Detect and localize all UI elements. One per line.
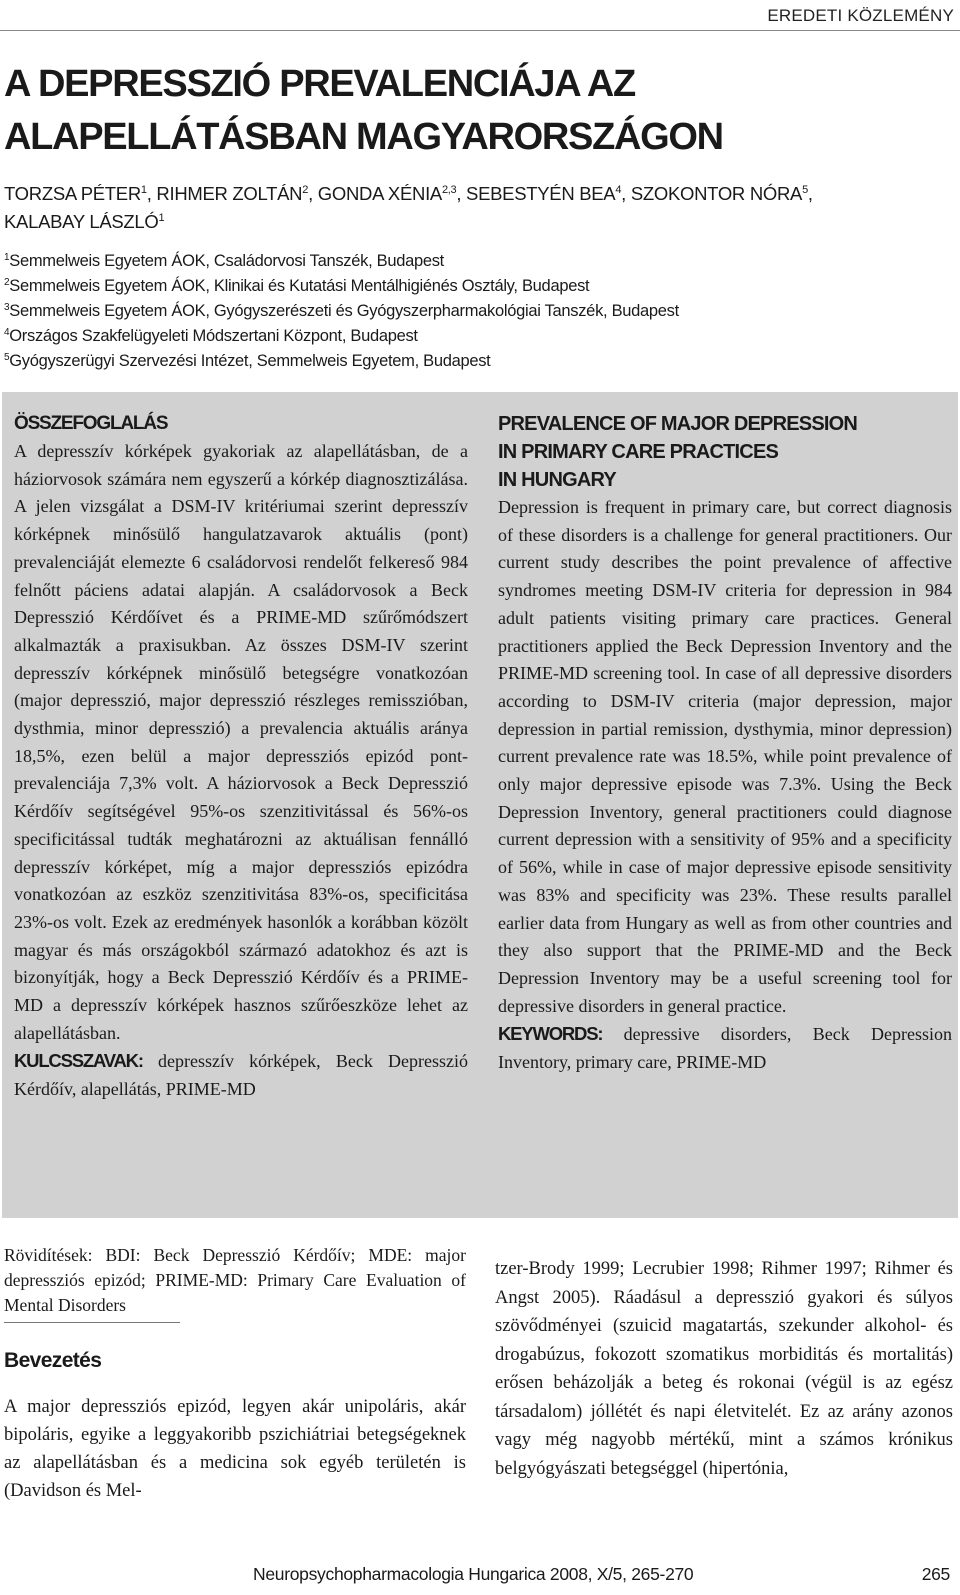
- abstract-heading-hu: ÖSSZEFOGLALÁS: [14, 413, 168, 434]
- body-column-right: [495, 1255, 953, 1483]
- page-number: 265: [921, 1564, 950, 1584]
- affiliation-item: [4, 249, 949, 274]
- abstract-box: [2, 392, 958, 1218]
- title-line-2: ALAPELLÁTÁSBAN MAGYARORSZÁGON: [4, 116, 723, 158]
- keywords-label-en: KEYWORDS:: [498, 1023, 603, 1045]
- author-name: SZOKONTOR NÓRA: [630, 183, 803, 204]
- author-separator: ,: [456, 183, 467, 204]
- affiliation-text: Gyógyszerügyi Szervezési Intézet, Semmelweis Egyetem, Budapest: [9, 352, 491, 370]
- keywords-hu: [14, 1047, 468, 1103]
- title-line-1: A DEPRESSZIÓ PREVALENCIÁJA AZ: [4, 63, 635, 105]
- affiliation-number: 4: [4, 327, 10, 338]
- affiliation-text: Semmelweis Egyetem ÁOK, Gyógyszerészeti és Gyógyszerpharmakológiai Tanszék, Budapest: [9, 302, 679, 320]
- keywords-en: [498, 1020, 952, 1076]
- author-separator: ,: [146, 183, 157, 204]
- author-name: RIHMER ZOLTÁN: [156, 183, 303, 204]
- keywords-label-hu: KULCSSZAVAK:: [14, 1050, 143, 1072]
- affiliation-number: 5: [4, 352, 10, 363]
- introduction-paragraph: A major depressziós epizód, legyen akár unipoláris, akár bipoláris, egyike a leggyakoribb pszichiátriai betegségeknek az alapellátásban és a medicina sok egyéb területén is (Davidson és Mel-: [4, 1397, 466, 1501]
- author-affiliation-number: 2,3: [441, 184, 457, 196]
- author-affiliation-number: 5: [802, 184, 808, 196]
- author-name: GONDA XÉNIA: [317, 183, 442, 204]
- abstract-english: [498, 410, 952, 1077]
- article-title: [4, 58, 944, 164]
- abstract-heading-en-line-1: PREVALENCE OF MAJOR DEPRESSION: [498, 413, 858, 435]
- abstract-hungarian: [14, 410, 468, 1104]
- author-list: [4, 180, 949, 236]
- affiliation-number: 2: [4, 277, 10, 288]
- abstract-heading-en-line-3: IN HUNGARY: [498, 469, 616, 491]
- author-name: TORZSA PÉTER: [4, 183, 141, 204]
- section-label: EREDETI KÖZLEMÉNY: [767, 6, 954, 25]
- journal-citation: Neuropsychopharmacologia Hungarica 2008, X/5, 265-270: [253, 1564, 694, 1584]
- author-affiliation-number: 1: [158, 212, 165, 224]
- author-name: SEBESTYÉN BEA: [466, 183, 616, 204]
- affiliation-number: 3: [4, 302, 10, 313]
- abbreviations-note: Rövidítések: BDI: Beck Depresszió Kérdőív; MDE: major depressziós epizód; PRIME-MD: Primary Care Evaluation of Mental Disorders: [4, 1245, 466, 1315]
- header-divider: [0, 30, 960, 31]
- author-affiliation-number: 2: [302, 184, 309, 196]
- page-footer: [0, 1564, 960, 1592]
- abstract-heading-en: [498, 410, 952, 494]
- affiliation-text: Semmelweis Egyetem ÁOK, Klinikai és Kutatási Mentálhigiénés Osztály, Budapest: [9, 277, 590, 295]
- abstract-text-hu: A depresszív kórképek gyakoriak az alapellátásban, de a háziorvosok számára nem egyszerű a kórkép diagnosztizálása. A jelen vizsgálat a DSM-IV kritériumai szerint depresszív kórképnek minősülő hangulatzavarok aktuális (pont) prevalenciáját elemezte 6 családorvosi rendelőt felkereső 984 felnőtt páciens adatai alapján. A családorvosok a Beck Depresszió Kérdőívet és a PRIME-MD szűrőmódszert alkalmazták a praxisukban. Az összes DSM-IV szerint depresszív kórképnek minősülő betegségre vonatkozóan (major depresszió, major depresszió részleges remisszióban, dysthmia, minor depresszió) a prevalencia aktuális aránya 18,5%, ezen belül a major depressziós epizód pont-prevalenciája 7,3% volt. A háziorvosok a Beck Depresszió Kérdőív segítségével 95%-os szenzitivitással és 56%-os specificitással tudták meghatározni az aktuálisan fennálló depresszív kórképet, míg a major depressziós epizódra vonatkozóan az eszköz szenzitivitása 83%-os, specificitása 23%-os volt. Ezek az eredmények hasonlók a korábban közölt magyar és más országokból származó adatokhoz és azt is bizonyítják, hogy a Beck Depresszió Kérdőív és a PRIME-MD a depresszív kórképek hasznos szűrőeszköze lehet az alapellátásban.: [14, 441, 468, 1043]
- affiliation-text: Semmelweis Egyetem ÁOK, Családorvosi Tanszék, Budapest: [9, 252, 444, 270]
- affiliation-item: [4, 299, 949, 324]
- introduction-paragraph-continued: tzer-Brody 1999; Lecrubier 1998; Rihmer 1997; Rihmer és Angst 2005). Ráadásul a depresszió gyakori és súlyos szövődményei (szuicid magatartás, szekunder alkohol- és drogabúzus, fokozott szomatikus morbiditás és mortalitás) erősen beházolják a beteg és rokonai (végül is az egész társadalom) jóllétét és napi életvitelét. Ez az arány azonos vagy még nagyobb mértékű, mint a számos krónikus belgyógyászati betegséggel (hipertónia,: [495, 1259, 953, 1479]
- keywords-text-hu: depresszív kórképek, Beck Depresszió Kérdőív, alapellátás, PRIME-MD: [14, 1051, 468, 1100]
- keywords-text-en: depressive disorders, Beck Depression Inventory, primary care, PRIME-MD: [498, 1024, 952, 1073]
- affiliation-item: [4, 324, 949, 349]
- affiliation-list: [4, 249, 949, 374]
- affiliation-number: 1: [4, 252, 10, 263]
- author-separator: ,: [807, 183, 813, 204]
- abstract-heading-en-line-2: IN PRIMARY CARE PRACTICES: [498, 441, 779, 463]
- abstract-text-en: Depression is frequent in primary care, but correct diagnosis of these disorders is a challenge for general practitioners. Our current study describes the point prevalence of affective syndromes meeting DSM-IV criteria for depression in 984 adult patients visiting primary care practices. General practitioners applied the Beck Depression Inventory and the PRIME-MD screening tool. In case of all depressive disorders according to DSM-IV criteria (major depression, major depression in partial remission, dysthymia, minor depression) current prevalence rate was 18.5%, while point prevalence of only major depressive episode was 7.3%. Using the Beck Depression Inventory, general practitioners could diagnose current depression with a sensitivity of 95% and a specificity of 56%, while in case of major depressive episode sensitivity was 83% and specificity was 23%. These results parallel earlier data from Hungary as well as from other countries and they also support that the PRIME-MD and the Beck Depression Inventory may be a useful screening tool for depressive disorders in general practice.: [498, 497, 952, 1016]
- abbreviations-divider: [4, 1322, 180, 1323]
- author-separator: ,: [308, 183, 318, 204]
- author-affiliation-number: 1: [140, 184, 147, 196]
- section-heading-introduction: Bevezetés: [4, 1349, 102, 1372]
- affiliation-item: [4, 274, 949, 299]
- affiliation-item: [4, 349, 949, 374]
- author-affiliation-number: 4: [615, 184, 622, 196]
- author-name: KALABAY LÁSZLÓ: [4, 211, 159, 232]
- body-column-left: [4, 1243, 466, 1505]
- affiliation-text: Országos Szakfelügyeleti Módszertani Központ, Budapest: [9, 327, 418, 345]
- author-separator: ,: [621, 183, 631, 204]
